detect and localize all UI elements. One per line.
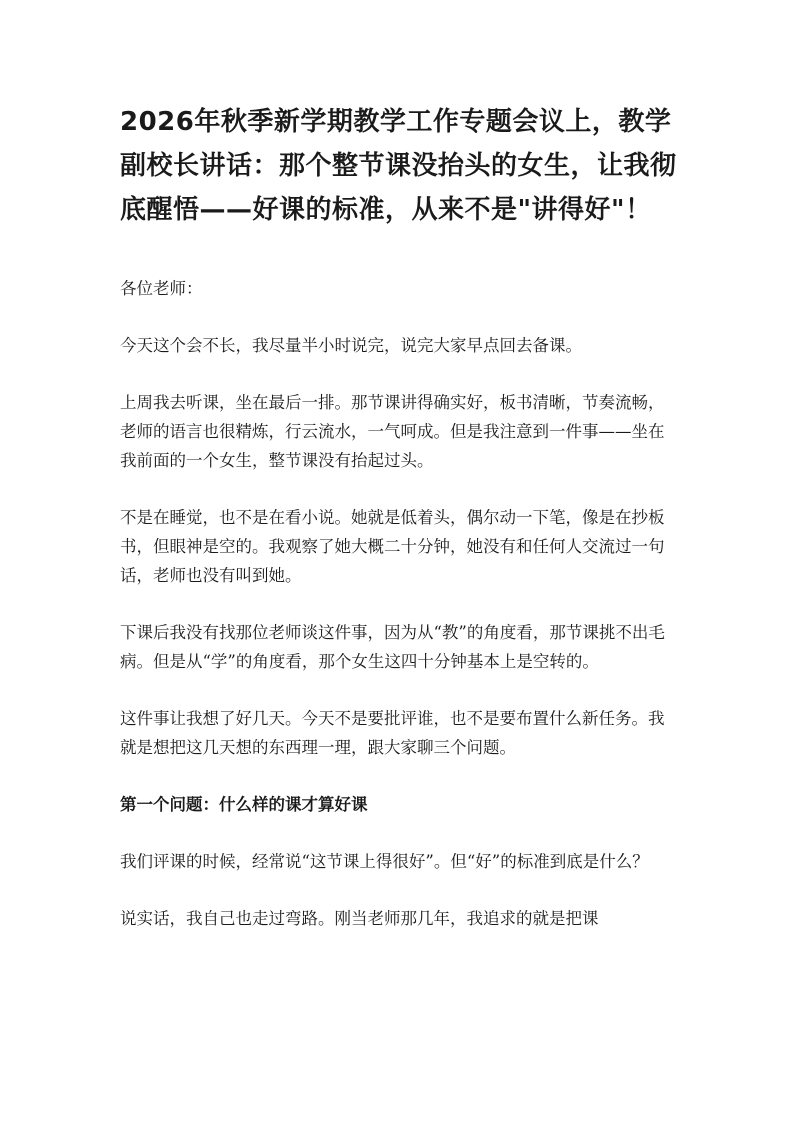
paragraph-1: 今天这个会不长，我尽量半小时说完，说完大家早点回去备课。 bbox=[120, 336, 582, 355]
paragraph-4: 下课后我没有找那位老师谈这件事，因为从“教”的角度看，那节课挑不出毛病。但是从“学”的角度看，那个女生这四十分钟基本上是空转的。 bbox=[120, 623, 665, 671]
section-paragraph-2: 说实话，我自己也走过弯路。刚当老师那几年，我追求的就是把课 bbox=[120, 909, 599, 928]
paragraph-3: 不是在睡觉，也不是在看小说。她就是低着头，偶尔动一下笔，像是在抄板书，但眼神是空的。我观察了她大概二十分钟，她没有和任何人交流过一句话，老师也没有叫到她。 bbox=[120, 508, 665, 585]
section-paragraph-1: 我们评课的时候，经常说“这节课上得很好”。但“好”的标准到底是什么？ bbox=[120, 852, 649, 871]
salutation: 各位老师： bbox=[120, 279, 203, 298]
document-page bbox=[120, 100, 680, 961]
paragraph-2: 上周我去听课，坐在最后一排。那节课讲得确实好，板书清晰，节奏流畅，老师的语言也很精炼，行云流水，一气呵成。但是我注意到一件事——坐在我前面的一个女生，整节课没有抬起过头。 bbox=[120, 393, 665, 470]
paragraph-5: 这件事让我想了好几天。今天不是要批评谁，也不是要布置什么新任务。我就是想把这几天想的东西理一理，跟大家聊三个问题。 bbox=[120, 709, 665, 757]
document-title: 2026年秋季新学期教学工作专题会议上，教学副校长讲话：那个整节课没抬头的女生，让我彻底醒悟——好课的标准，从来不是"讲得好"！ bbox=[120, 107, 677, 225]
section-heading: 第一个问题：什么样的课才算好课 bbox=[120, 795, 368, 814]
